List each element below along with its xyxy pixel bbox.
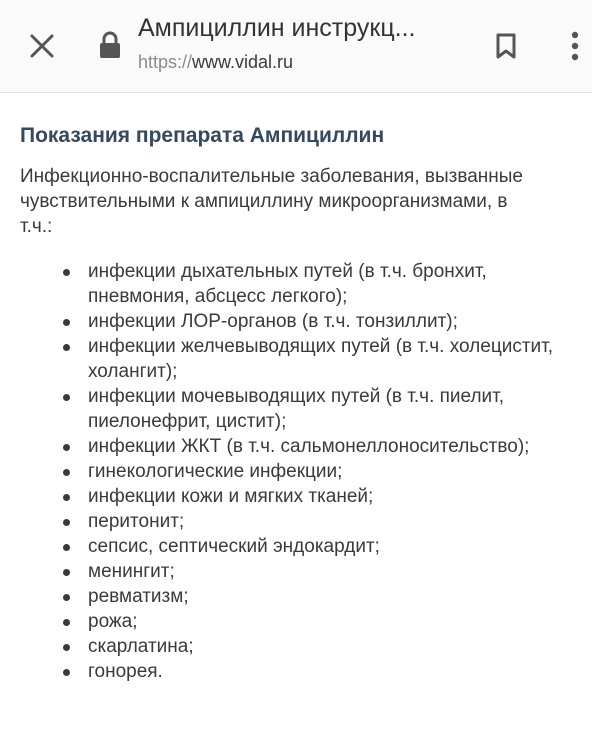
close-button[interactable] [22, 26, 62, 66]
list-item: инфекции дыхательных путей (в т.ч. бронхит, пневмония, абсцесс легкого); [88, 259, 586, 309]
bookmark-icon [495, 32, 517, 60]
intro-text: Инфекционно-воспалительные заболевания, вызванные чувствительными к ампициллину микроорганизмами, в т.ч.: [20, 166, 523, 237]
section-heading: Показания препарата Ампициллин [20, 124, 385, 147]
overflow-menu-button[interactable] [560, 24, 590, 68]
list-item: гонорея. [88, 659, 586, 684]
list-item: инфекции желчевыводящих путей (в т.ч. холецистит, холангит); [88, 334, 586, 384]
list-item: рожа; [88, 609, 586, 634]
bookmark-button[interactable] [486, 24, 526, 68]
list-item: инфекции кожи и мягких тканей; [88, 484, 586, 509]
lock-icon [98, 30, 122, 60]
more-vert-icon [571, 31, 579, 61]
list-item: менингит; [88, 559, 586, 584]
url-host: www.vidal.ru [192, 52, 294, 72]
list-item: ревматизм; [88, 584, 586, 609]
close-icon [29, 33, 55, 59]
list-item: перитонит; [88, 509, 586, 534]
list-item: гинекологические инфекции; [88, 459, 586, 484]
page-title: Ампициллин инструкц... [138, 14, 416, 42]
list-item: инфекции ЖКТ (в т.ч. сальмонеллоносительство); [88, 434, 586, 459]
browser-toolbar [0, 0, 592, 93]
article-content [20, 92, 586, 684]
list-item: инфекции ЛОР-органов (в т.ч. тонзиллит); [88, 309, 586, 334]
list-item: инфекции мочевыводящих путей (в т.ч. пиелит, пиелонефрит, цистит); [88, 384, 586, 434]
url-bar[interactable] [138, 52, 293, 73]
indications-list [20, 259, 586, 684]
list-item: сепсис, септический эндокардит; [88, 534, 586, 559]
list-item: скарлатина; [88, 634, 586, 659]
url-protocol: https:// [138, 52, 193, 72]
